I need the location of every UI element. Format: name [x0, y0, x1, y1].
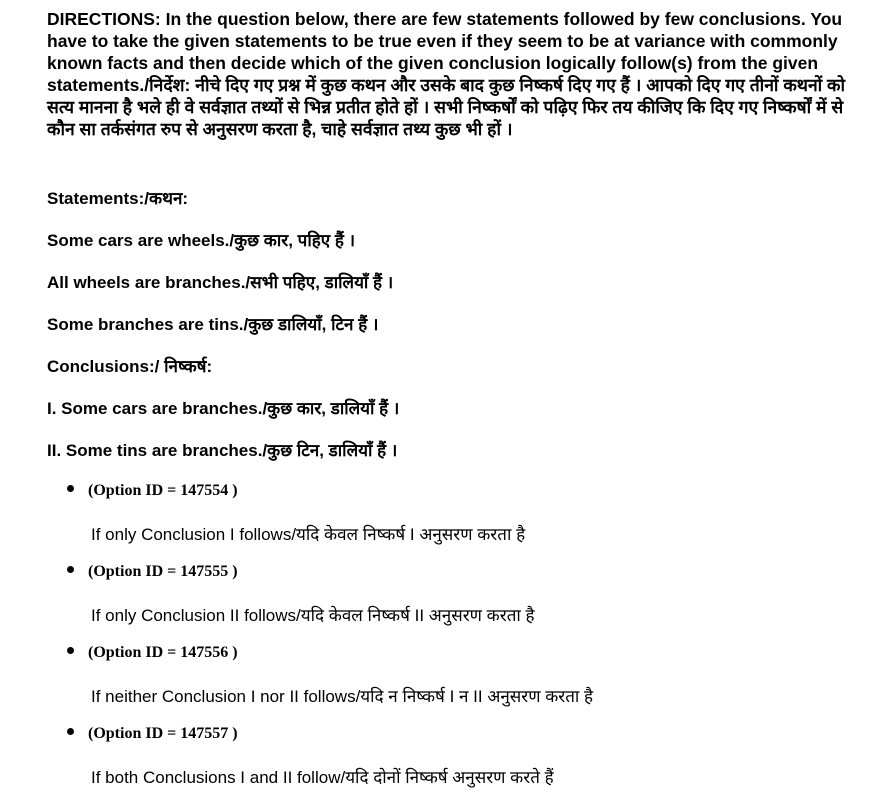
option-text[interactable]: If only Conclusion I follows/यदि केवल निष्कर्ष I अनुसरण करता है [91, 525, 526, 544]
option-id-label: (Option ID = 147554 ) [88, 482, 238, 499]
option-id-label: (Option ID = 147555 ) [88, 563, 238, 580]
statements-heading: Statements:/कथन: [47, 189, 189, 208]
option-item[interactable] [67, 563, 238, 581]
option-id-label: (Option ID = 147557 ) [88, 725, 238, 742]
bullet-icon [67, 485, 74, 492]
bullet-icon [67, 566, 74, 573]
option-item[interactable] [67, 725, 238, 743]
bullet-icon [67, 728, 74, 735]
conclusions-heading: Conclusions:/ निष्कर्ष: [47, 357, 213, 376]
conclusion-1: I. Some cars are branches./कुछ कार, डालियाँ हैं । [47, 399, 400, 418]
bullet-icon [67, 647, 74, 654]
statement-1: Some cars are wheels./कुछ कार, पहिए हैं । [47, 231, 356, 250]
directions-text: DIRECTIONS: In the question below, there are few statements followed by few conclusions. You have to take the given statements to be true even if they seem to be at variance with commonly known facts and then decide which of the given conclusion logically follow(s) from the given statements./निर्देश: नीचे दिए गए प्रश्न में कुछ कथन और उसके बाद कुछ निष्कर्ष दिए गए हैं । आपको दिए गए तीनों कथनों को सत्य मानना है भले ही वे सर्वज्ञात तथ्यों से भिन्न प्रतीत होते हों । सभी निष्कर्षों को पढ़िए फिर तय कीजिए कि दिए गए निष्कर्षों में से कौन सा तर्कसंगत रुप से अनुसरण करता है, चाहे सर्वज्ञात तथ्य कुछ भी हों । [47, 9, 846, 139]
option-item[interactable] [67, 644, 238, 662]
option-text[interactable]: If both Conclusions I and II follow/यदि दोनों निष्कर्ष अनुसरण करते हैं [91, 768, 554, 787]
option-item[interactable] [67, 482, 238, 500]
statement-3: Some branches are tins./कुछ डालियाँ, टिन हैं । [47, 315, 379, 334]
conclusion-2: II. Some tins are branches./कुछ टिन, डालियाँ हैं । [47, 441, 398, 460]
statement-2: All wheels are branches./सभी पहिए, डालियाँ हैं । [47, 273, 394, 292]
option-text[interactable]: If neither Conclusion I nor II follows/यदि न निष्कर्ष I न II अनुसरण करता है [91, 687, 594, 706]
option-id-label: (Option ID = 147556 ) [88, 644, 238, 661]
option-text[interactable]: If only Conclusion II follows/यदि केवल निष्कर्ष II अनुसरण करता है [91, 606, 535, 625]
